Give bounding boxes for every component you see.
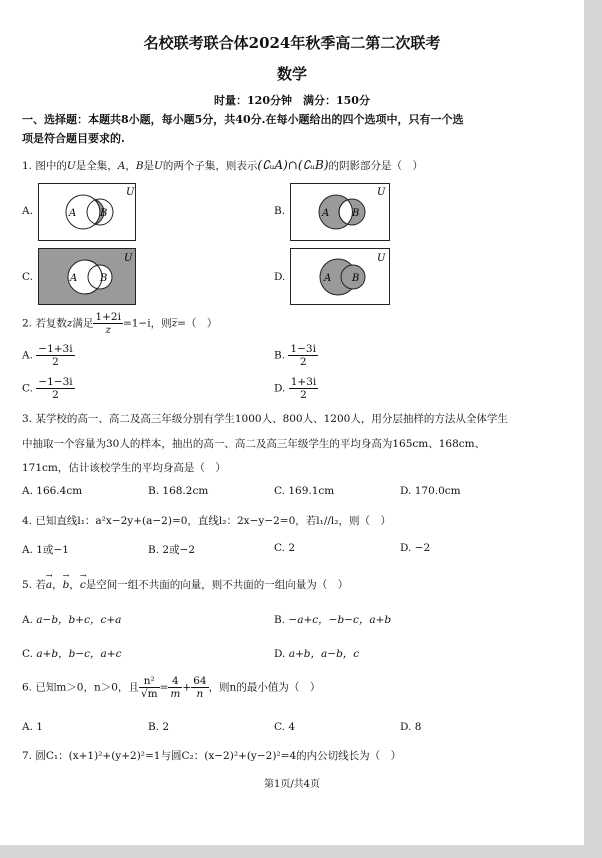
- q4-option-d: D. −2: [400, 542, 431, 554]
- question-3-line2: 中抽取一个容量为30人的样本，抽出的高一、高二及高三年级学生的平均身高为165cm、168cm、: [22, 438, 486, 450]
- q3-option-a: A. 166.4cm: [22, 485, 83, 497]
- q5-option-c: C. a+b，b−c，a+c: [22, 648, 122, 660]
- page-number: 第1页/共4页: [263, 779, 321, 790]
- q4-option-c: C. 2: [274, 542, 296, 554]
- question-4-stem: 4. 已知直线l₁：a²x−2y+(a−2)=0，直线l₂：2x−y−2=0，若l₁//l₂，则（ ）: [22, 515, 391, 527]
- question-7-stem: 7. 圆C₁：(x+1)²+(y+2)²=1与圆C₂：(x−2)²+(y−2)²=4的内公切线长为（ ）: [22, 750, 402, 762]
- q3-option-b: B. 168.2cm: [148, 485, 209, 497]
- question-3-line3: 171cm，估计该校学生的平均身高是（ ）: [22, 462, 226, 474]
- question-2-stem: 2. 若复数z满足 $\frac{1+2i}{z}$ =1−i，则z̅=（ ）: [22, 311, 218, 336]
- svg-text:B: B: [352, 208, 360, 219]
- svg-text:B: B: [352, 273, 360, 284]
- svg-text:U: U: [124, 253, 133, 264]
- q3-option-c: C. 169.1cm: [274, 485, 335, 497]
- q4-option-b: B. 2或−2: [148, 544, 196, 556]
- q5-option-b: B. −a+c，−b−c，a+b: [274, 614, 392, 626]
- q1-venn-d: [290, 248, 390, 305]
- section-heading-line2: 项是符合题目要求的.: [22, 132, 125, 145]
- q3-option-d: D. 170.0cm: [400, 485, 461, 497]
- question-3-line1: 3. 某学校的高一、高二及高三年级分别有学生1000人、800人、1200人，用分层抽样的方法从全体学生: [22, 413, 508, 425]
- q1-venn-b: [290, 183, 390, 241]
- venn-label-a: A: [69, 208, 77, 219]
- svg-text:U: U: [377, 187, 386, 198]
- svg-text:B: B: [100, 273, 108, 284]
- q6-option-c: C. 4: [274, 721, 296, 733]
- q1-venn-a: [38, 183, 136, 241]
- svg-text:A: A: [324, 273, 332, 284]
- q6-option-a: A. 1: [22, 721, 43, 733]
- q4-option-a: A. 1或−1: [22, 544, 69, 556]
- q1-option-d-label: D.: [274, 271, 286, 283]
- svg-text:A: A: [322, 208, 330, 219]
- venn-label-u: U: [126, 187, 135, 198]
- q5-option-d: D. a+b，a−b，c: [274, 648, 360, 660]
- subject-title: 数学: [276, 65, 307, 83]
- q1-option-a-label: A.: [22, 205, 33, 217]
- time-info: 时量：120分钟 满分：150分: [214, 94, 370, 107]
- question-6-stem: 6. 已知m＞0，n＞0，且 $\frac{\text{n²}}{√m}$ = $\frac{4}{m}$ + $\frac{64}{n}$ ，则n的最小值为（ ）: [22, 675, 321, 700]
- q2-option-d: D. $\frac{1+3i}{2}$: [274, 376, 317, 401]
- exam-title: 名校联考联合体2024年秋季高二第二次联考: [143, 34, 441, 52]
- svg-text:A: A: [70, 273, 78, 284]
- svg-text:U: U: [377, 253, 386, 264]
- question-5-stem: 5. 若→ a，→ b，→ c是空间一组不共面的向量，则不共面的一组向量为（ ）: [22, 577, 348, 592]
- q2-option-a: A. $\frac{-1+3i}{2}$: [22, 343, 73, 368]
- q1-option-b-label: B.: [274, 205, 286, 217]
- venn-label-b: B: [100, 208, 108, 219]
- q2-option-b: B. $\frac{1-3i}{2}$: [274, 343, 316, 368]
- section-heading-line1: 一、选择题：本题共8小题，每小题5分，共40分.在每小题给出的四个选项中，只有一个选: [22, 113, 464, 126]
- q2-option-c: C. $\frac{-1-3i}{2}$: [22, 376, 73, 401]
- q6-option-b: B. 2: [148, 721, 170, 733]
- question-1-stem: 1. 图中的U是全集，A，B是U的两个子集，则表示(∁ᵤA)∩(∁ᵤB)的阴影部分是（ ）: [22, 158, 423, 172]
- q1-option-c-label: C.: [22, 271, 33, 283]
- q6-option-d: D. 8: [400, 721, 422, 733]
- q5-option-a: A. a−b，b+c，c+a: [22, 614, 122, 626]
- q1-venn-c: [38, 248, 136, 305]
